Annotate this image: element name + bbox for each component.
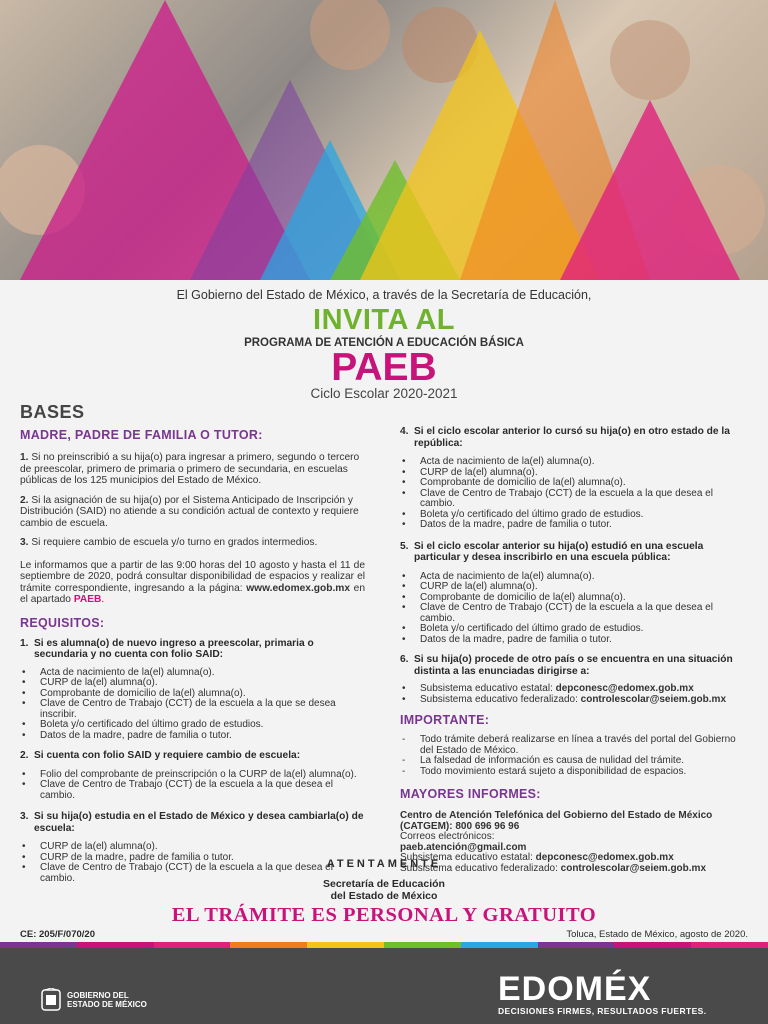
- email-link[interactable]: depconesc@edomex.gob.mx: [555, 683, 694, 694]
- list-item: • Clave de Centro de Trabajo (CCT) de la escuela a la que desea el cambio.: [20, 863, 365, 884]
- list-item: • Acta de nacimiento de la(el) alumna(o).: [400, 457, 750, 468]
- list-item: • Boleta y/o certificado del último grado de estudios.: [400, 624, 750, 635]
- list-item: • CURP de la madre, padre de familia o tutor.: [20, 853, 365, 864]
- left-column: [20, 428, 365, 884]
- catgem-phone: Centro de Atención Telefónica del Gobierno del Estado de México (CATGEM): 800 696 96 96: [400, 810, 713, 832]
- email-link[interactable]: controlescolar@seiem.gob.mx: [580, 693, 727, 705]
- signature-block: Secretaría de Educación del Estado de México: [323, 878, 445, 902]
- contact-list: [400, 684, 750, 705]
- list-item: • Boleta y/o certificado del último grado de estudios.: [400, 510, 750, 521]
- coat-of-arms-icon: [40, 988, 62, 1012]
- requisito-heading: 6. Si su hija(o) procede de otro país o se encuentra en una situación distinta a las enunciadas dirigirse a:: [400, 654, 733, 677]
- program-name: PROGRAMA DE ATENCIÓN A EDUCACIÓN BÁSICA: [244, 337, 524, 349]
- list-item: • Acta de nacimiento de la(el) alumna(o).: [20, 668, 365, 679]
- bases-item: 2. Si la asignación de su hija(o) por el Sistema Anticipado de Inscripción y Distribución (SAID) no atiende a su condición actual de contexto y requiere cambio de escuela.: [20, 494, 359, 529]
- paeb-title: PAEB: [331, 346, 437, 389]
- gobierno-logo: GOBIERNO DEL ESTADO DE MÉXICO: [40, 988, 147, 1012]
- list-item: - Todo trámite deberá realizarse en línea a través del portal del Gobierno del Estado de México.: [400, 735, 750, 756]
- correos-label: Correos electrónicos:: [400, 831, 495, 842]
- importante-heading: IMPORTANTE:: [400, 713, 490, 727]
- edomex-link[interactable]: www.edomex.gob.mx: [246, 582, 351, 594]
- hero-triangles: [0, 0, 768, 280]
- school-year: Ciclo Escolar 2020-2021: [310, 386, 458, 401]
- list-item: • CURP de la(el) alumna(o).: [20, 678, 365, 689]
- bases-item: 1. Si no preinscribió a su hija(o) para ingresar a primero, segundo o tercero de preescolar, primero de primaria o primero de secundaria, en escuelas públicas de los 125 municipios del Estado de México.: [20, 452, 360, 486]
- email-link[interactable]: depconesc@edomex.gob.mx: [535, 852, 674, 863]
- audience-heading: MADRE, PADRE DE FAMILIA O TUTOR:: [20, 428, 263, 442]
- right-column: [400, 426, 750, 874]
- bases-item: 3. Si requiere cambio de escuela y/o turno en grados intermedios.: [20, 537, 318, 548]
- list-item: • Acta de nacimiento de la(el) alumna(o).: [400, 572, 750, 583]
- requisito-heading: 4. Si el ciclo escolar anterior lo cursó su hija(o) en otro estado de la república:: [400, 426, 730, 449]
- list-item: • Clave de Centro de Trabajo (CCT) de la escuela a la que desea el cambio.: [400, 603, 750, 624]
- requisitos-heading: REQUISITOS:: [20, 615, 105, 630]
- mayores-informes-heading: MAYORES INFORMES:: [400, 787, 541, 801]
- list-item: • Comprobante de domicilio de la(el) alumna(o).: [400, 478, 750, 489]
- list-item: • Subsistema educativo estatal: depconesc@edomex.gob.mx: [400, 684, 750, 695]
- place-date: Toluca, Estado de México, agosto de 2020.: [566, 929, 748, 940]
- list-item: • Boleta y/o certificado del último grado de estudios.: [20, 720, 365, 731]
- list-item: - La falsedad de información es causa de nulidad del trámite.: [400, 756, 750, 767]
- list-item: • Datos de la madre, padre de familia o tutor.: [400, 635, 750, 646]
- list-item: • Clave de Centro de Trabajo (CCT) de la escuela a la que desea el cambio.: [400, 489, 750, 510]
- list-item: • CURP de la(el) alumna(o).: [400, 468, 750, 479]
- info-paragraph: Le informamos que a partir de las 9:00 horas del 10 agosto y hasta el 11 de septiembre de 2020, podrá consultar disponibilidad de espacios y realizar el trámite correspondiente, ingresando a la página: www.edomex.gob.mx en el apartado PAEB.: [20, 559, 365, 605]
- intro-text: El Gobierno del Estado de México, a través de la Secretaría de Educación,: [176, 288, 592, 302]
- invita-heading: INVITA AL: [313, 304, 455, 336]
- list-item: • Datos de la madre, padre de familia o tutor.: [20, 731, 365, 742]
- list-item: • Subsistema educativo federalizado: controlescolar@seiem.gob.mx: [400, 695, 750, 706]
- list-item: • CURP de la(el) alumna(o).: [20, 842, 365, 853]
- requisito-heading: 5. Si el ciclo escolar anterior su hija(o) estudió en una escuela particular y desea inscribirlo en una escuela pública:: [400, 540, 704, 563]
- hero-photo: [0, 0, 768, 280]
- list-item: • Datos de la madre, padre de familia o tutor.: [400, 520, 750, 531]
- estatal-contact: Subsistema educativo estatal: depconesc@edomex.gob.mx: [400, 852, 674, 863]
- list-item: • Comprobante de domicilio de la(el) alumna(o).: [400, 593, 750, 604]
- bases-heading: BASES: [20, 402, 85, 422]
- atentamente: ATENTAMENTE: [326, 858, 442, 870]
- requisito-list: [20, 668, 365, 742]
- edomex-logo: EDOMÉX: [498, 970, 652, 1008]
- requisito-heading: 3. Si su hija(o) estudia en el Estado de México y desea cambiarla(o) de escuela:: [20, 811, 364, 834]
- tramite-gratuito: EL TRÁMITE ES PERSONAL Y GRATUITO: [171, 904, 597, 926]
- federal-contact: Subsistema educativo federalizado: controlescolar@seiem.gob.mx: [400, 862, 707, 874]
- list-item: • CURP de la(el) alumna(o).: [400, 582, 750, 593]
- email-link[interactable]: controlescolar@seiem.gob.mx: [560, 862, 707, 874]
- list-item: - Todo movimiento estará sujeto a disponibilidad de espacios.: [400, 767, 750, 778]
- requisito-heading: 2. Si cuenta con folio SAID y requiere cambio de escuela:: [20, 750, 301, 761]
- email-link[interactable]: paeb.atención@gmail.com: [400, 841, 527, 853]
- requisito-list: [20, 770, 365, 802]
- list-item: • Folio del comprobante de preinscripción o la CURP de la(el) alumna(o).: [20, 770, 365, 781]
- requisito-list: [400, 572, 750, 646]
- list-item: • Clave de Centro de Trabajo (CCT) de la escuela a la que desea el cambio.: [20, 780, 365, 801]
- requisito-heading: 1. Si es alumna(o) de nuevo ingreso a preescolar, primaria o secundaria y no cuenta con folio SAID:: [20, 637, 314, 660]
- list-item: • Clave de Centro de Trabajo (CCT) de la escuela a la que se desea inscribir.: [20, 699, 365, 720]
- importante-list: [400, 735, 750, 777]
- requisito-list: [400, 457, 750, 531]
- edomex-slogan: DECISIONES FIRMES, RESULTADOS FUERTES.: [498, 1006, 707, 1016]
- list-item: • Comprobante de domicilio de la(el) alumna(o).: [20, 689, 365, 700]
- ce-code: CE: 205/F/070/20: [20, 929, 95, 940]
